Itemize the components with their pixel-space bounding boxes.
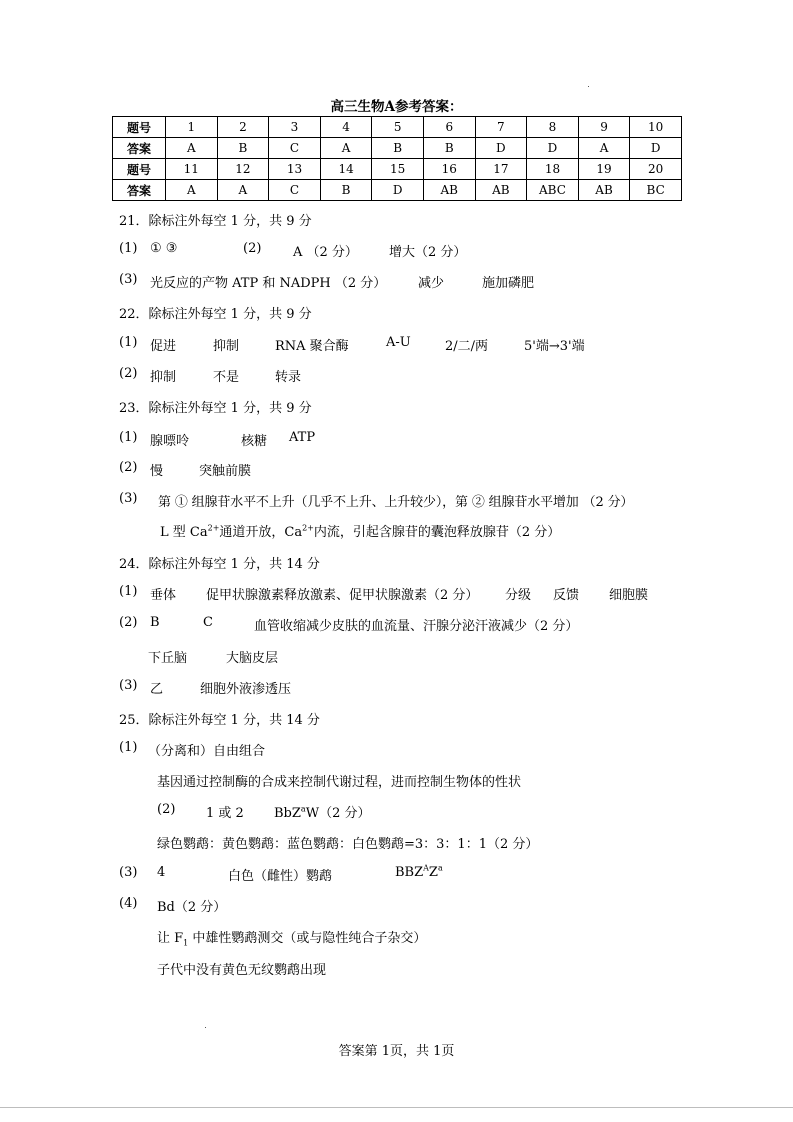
question-number: 2 — [217, 117, 269, 138]
q25-header: 25．除标注外每空 1 分，共 14 分 — [119, 713, 320, 728]
answer-cell: B — [217, 138, 269, 159]
text: BbZ — [274, 806, 301, 821]
answer-cell: A — [166, 180, 218, 201]
answer-cell: B — [372, 138, 424, 159]
q24-answer: 细胞外液渗透压 — [200, 682, 292, 697]
q24-header: 24．除标注外每空 1 分，共 14 分 — [119, 557, 320, 572]
question-number: 7 — [475, 117, 527, 138]
answer-cell: C — [269, 138, 321, 159]
answer-cell: A — [578, 138, 630, 159]
q25-index: (4) — [119, 896, 138, 911]
q25-index: (1) — [119, 740, 138, 755]
q24-answer: 垂体 — [150, 588, 177, 603]
q24-answer: 大脑皮层 — [226, 651, 279, 666]
q22-answer: 促进 — [150, 339, 177, 354]
q21-answer: A （2 分） — [293, 245, 358, 260]
speck — [205, 1027, 206, 1028]
q22-answer: 5'端→3'端 — [524, 339, 585, 354]
q25-index: (2) — [157, 802, 176, 817]
q23-answer: 腺嘌呤 — [150, 434, 190, 449]
q23-answer: 突触前膜 — [199, 464, 252, 479]
question-number: 11 — [166, 159, 218, 180]
question-number: 12 — [217, 159, 269, 180]
q21-answer: 施加磷肥 — [482, 276, 535, 291]
text: Z — [428, 865, 438, 880]
q23-answer: 核糖 — [241, 434, 268, 449]
text: 让 F — [157, 931, 184, 946]
q24-answer: 促甲状腺激素释放激素、促甲状腺激素（2 分） — [206, 588, 479, 603]
q25-answer-genotype — [395, 865, 443, 880]
q24-answer: 血管收缩减少皮肤的血流量、汗腺分泌汗液减少（2 分） — [254, 619, 579, 634]
row-label: 答案 — [113, 180, 166, 201]
answer-cell: D — [527, 138, 579, 159]
q22-answer: 抑制 — [150, 370, 177, 385]
q23-answer: 第 ① 组腺苷水平不上升（几乎不上升、上升较少），第 ② 组腺苷水平增加 （2 分） — [158, 495, 634, 510]
row-label: 答案 — [113, 138, 166, 159]
page-footer: 答案第 1页，共 1页 — [338, 1044, 455, 1059]
text: L 型 Ca — [160, 525, 208, 540]
question-number: 13 — [269, 159, 321, 180]
q22-answer: 2/二/两 — [445, 339, 489, 354]
answer-cell: AB — [578, 180, 630, 201]
q24-index: (2) — [119, 615, 138, 630]
question-number: 6 — [423, 117, 475, 138]
table-row-answers-1 — [113, 138, 682, 159]
answer-cell: AB — [423, 180, 475, 201]
question-number: 16 — [423, 159, 475, 180]
table-row-answers-2 — [113, 180, 682, 201]
table-row-numbers-1 — [113, 117, 682, 138]
answer-cell: B — [423, 138, 475, 159]
table-row-numbers-2 — [113, 159, 682, 180]
q25-answer-line — [157, 927, 426, 946]
q25-answer: 基因通过控制酶的合成来控制代谢过程，进而控制生物体的性状 — [157, 775, 522, 790]
question-number: 20 — [630, 159, 682, 180]
answer-cell: D — [475, 138, 527, 159]
question-number: 3 — [269, 117, 321, 138]
answer-cell: A — [217, 180, 269, 201]
answer-cell: D — [630, 138, 682, 159]
q21-answer: 增大（2 分） — [389, 245, 467, 260]
q24-answer: 细胞膜 — [609, 588, 649, 603]
q21-answer: 减少 — [418, 276, 445, 291]
q22-answer: 转录 — [275, 370, 302, 385]
q23-answer: 慢 — [150, 464, 164, 479]
question-number: 15 — [372, 159, 424, 180]
superscript: 2+ — [207, 523, 220, 533]
bottom-divider — [0, 1107, 793, 1108]
q23-header: 23．除标注外每空 1 分，共 9 分 — [119, 401, 312, 416]
question-number: 4 — [320, 117, 372, 138]
q24-answer: 下丘脑 — [148, 651, 188, 666]
question-number: 18 — [527, 159, 579, 180]
q25-answer: （分离和）自由组合 — [148, 744, 266, 759]
question-number: 1 — [166, 117, 218, 138]
q23-answer: ATP — [289, 430, 316, 445]
q24-answer: 分级 — [505, 588, 532, 603]
answer-cell: B — [320, 180, 372, 201]
answer-cell: C — [269, 180, 321, 201]
q22-answer: RNA 聚合酶 — [275, 339, 349, 354]
answer-cell: AB — [475, 180, 527, 201]
text: 中雄性鹦鹉测交（或与隐性纯合子杂交） — [188, 931, 427, 946]
q25-answer: 白色（雌性）鹦鹉 — [228, 869, 333, 884]
q24-answer: C — [203, 615, 213, 630]
q25-answer: 绿色鹦鹉：黄色鹦鹉：蓝色鹦鹉：白色鹦鹉=3：3：1：1（2 分） — [157, 837, 539, 852]
q22-answer: A-U — [386, 335, 411, 350]
answer-cell: BC — [630, 180, 682, 201]
q22-answer: 不是 — [213, 370, 240, 385]
q23-index: (2) — [119, 460, 138, 475]
q25-answer: 4 — [157, 865, 166, 880]
answer-table — [112, 116, 682, 201]
superscript: A — [423, 863, 429, 873]
q24-answer: 反馈 — [553, 588, 580, 603]
q22-header: 22．除标注外每空 1 分，共 9 分 — [119, 307, 312, 322]
question-number: 5 — [372, 117, 424, 138]
text: BBZ — [395, 865, 424, 880]
answer-cell: ABC — [527, 180, 579, 201]
text: 通道开放，Ca — [219, 525, 303, 540]
text: 内流，引起含腺苷的囊泡释放腺苷（2 分） — [313, 525, 561, 540]
answer-cell: D — [372, 180, 424, 201]
q24-answer: B — [150, 615, 160, 630]
q21-index: (3) — [119, 272, 138, 287]
q22-index: (1) — [119, 335, 138, 350]
q24-index: (3) — [119, 678, 138, 693]
q24-answer: 乙 — [150, 682, 164, 697]
q21-index: (2) — [243, 241, 262, 256]
speck — [588, 86, 589, 87]
subscript: 1 — [183, 938, 189, 948]
text: W（2 分） — [305, 806, 371, 821]
q21-index: (1) — [119, 241, 138, 256]
superscript: a — [300, 804, 306, 814]
q22-answer: 抑制 — [213, 339, 240, 354]
row-label: 题号 — [113, 117, 166, 138]
question-number: 19 — [578, 159, 630, 180]
q25-index: (3) — [119, 865, 138, 880]
superscript: 2+ — [302, 523, 314, 533]
page-title: 高三生物A参考答案： — [330, 99, 463, 115]
question-number: 17 — [475, 159, 527, 180]
q23-index: (1) — [119, 430, 138, 445]
q24-index: (1) — [119, 584, 138, 599]
answer-cell: A — [320, 138, 372, 159]
answer-cell: A — [166, 138, 218, 159]
q21-answer: 光反应的产物 ATP 和 NADPH （2 分） — [150, 276, 387, 291]
superscript: a — [437, 863, 443, 873]
q25-answer: 1 或 2 — [206, 806, 244, 821]
q23-answer-line — [160, 521, 560, 540]
question-number: 14 — [320, 159, 372, 180]
question-number: 9 — [578, 117, 630, 138]
q25-answer-genotype — [274, 802, 370, 821]
q21-answer: ① ③ — [150, 241, 178, 256]
question-number: 8 — [527, 117, 579, 138]
q21-header: 21．除标注外每空 1 分，共 9 分 — [119, 214, 312, 229]
question-number: 10 — [630, 117, 682, 138]
q25-answer: 子代中没有黄色无纹鹦鹉出现 — [157, 963, 327, 978]
q25-answer: Bd（2 分） — [157, 900, 227, 915]
q23-index: (3) — [119, 491, 138, 506]
q22-index: (2) — [119, 366, 138, 381]
row-label: 题号 — [113, 159, 166, 180]
